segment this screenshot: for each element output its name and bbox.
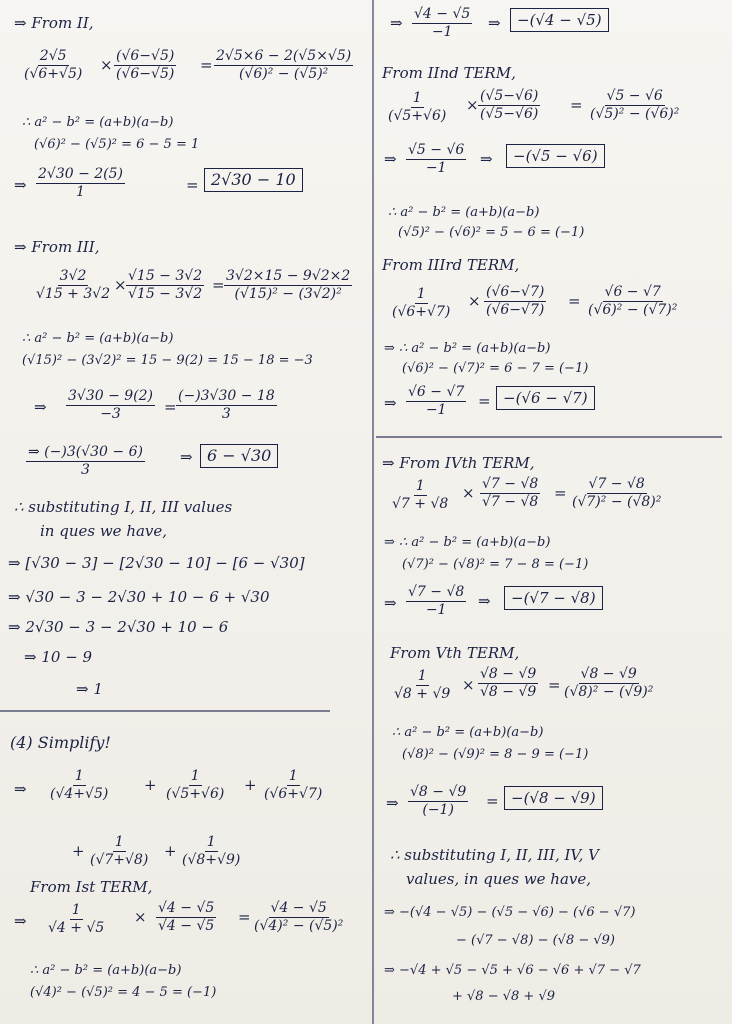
s1-result-box: 2√30 − 10	[204, 168, 303, 192]
s1-frac1: $\frac{2√5}{(√6+√5)}$	[24, 48, 83, 82]
t3-heading: From IIIrd TERM,	[382, 256, 520, 274]
sub-e4: ⇒ 10 − 9	[24, 648, 93, 666]
s2-r3-arrow: ⇒	[180, 448, 193, 466]
s1-identity: ∴ a² − b² = (a+b)(a−b)	[22, 115, 174, 130]
q4-title: (4) Simplify!	[10, 733, 111, 752]
s1-res-frac: $\frac{2√30 - 2(5)}{1}$	[38, 166, 124, 200]
r0-result-box: −(√4 − √5)	[510, 8, 609, 32]
t5-frac2: $\frac{√8 - √9}{√8 - √9}$	[480, 666, 537, 700]
q4-plus4: +	[164, 842, 177, 860]
sub-e3: ⇒ 2√30 − 3 − 2√30 + 10 − 6	[8, 618, 229, 636]
t5-heading: From Vth TERM,	[390, 644, 520, 662]
t4-frac2: $\frac{√7 - √8}{√7 - √8}$	[482, 476, 539, 510]
t5-identity: ∴ a² − b² = (a+b)(a−b)	[392, 725, 544, 740]
t2-r-frac: $\frac{√5 - √6}{-1}$	[408, 142, 465, 176]
s2-r3-frac: $\frac{\Rightarrow (-)3(√30 - 6)}{3}$	[28, 444, 143, 478]
t3-eq: =	[568, 292, 581, 310]
t3-times: ×	[468, 292, 481, 310]
t4-r-arrow: ⇒	[384, 594, 397, 612]
sub-e5: ⇒ 1	[76, 680, 103, 698]
t3-r-frac: $\frac{√6 - √7}{-1}$	[408, 384, 465, 418]
s1-frac3: $\frac{2√5\times 6 - 2(√5\times√5)}{\text{(√6)² − (√5)²}}$	[216, 48, 352, 82]
t3-calc: (√6)² − (√7)² = 6 − 7 = (−1)	[402, 361, 589, 376]
right-column	[376, 0, 732, 1024]
t1-times: ×	[134, 908, 147, 926]
s2-frac1: $\frac{3√2}{√15 + 3√2}$	[36, 268, 111, 302]
s1-calc: (√6)² − (√5)² = 6 − 5 = 1	[34, 137, 200, 152]
t1-frac2: $\frac{√4 - √5}{√4 - √5}$	[158, 900, 215, 934]
t3-r-eq: =	[478, 392, 491, 410]
t2-heading: From IInd TERM,	[382, 64, 516, 82]
t5-calc: (√8)² − (√9)² = 8 − 9 = (−1)	[402, 747, 589, 762]
s1-eq: =	[200, 56, 213, 74]
t2-r-arrow: ⇒	[384, 150, 397, 168]
s2-frac3: $\frac{3√2\times 15 - 9√2\times 2}{\text{(√15)² − (3√2)²}}$	[226, 268, 351, 302]
sub-e2: ⇒ √30 − 3 − 2√30 + 10 − 6 + √30	[8, 588, 270, 606]
t2-result-box: −(√5 − √6)	[506, 144, 605, 168]
t2-eq: =	[570, 96, 583, 114]
s1-res-arrow: ⇒	[14, 176, 27, 194]
t1-identity: ∴ a² − b² = (a+b)(a−b)	[30, 963, 182, 978]
s2-r1-frac: $\frac{3√30 - 9(2)}{-3}$	[68, 388, 154, 422]
s1-frac2: $\frac{(√6-√5)}{(√6-√5)}$	[116, 48, 175, 82]
q4-term5: $\frac{1}{(√8+√9)}$	[182, 834, 241, 868]
s2-calc: (√15)² − (3√2)² = 15 − 9(2) = 15 − 18 = −3	[22, 353, 313, 368]
t5-r-arrow: ⇒	[386, 794, 399, 812]
s2-eq: =	[212, 276, 225, 294]
column-divider	[372, 0, 374, 1024]
t2-identity: ∴ a² − b² = (a+b)(a−b)	[388, 205, 540, 220]
s1-heading: ⇒ From II,	[14, 14, 94, 32]
t3-frac1: $\frac{1}{(√6+√7)}$	[392, 286, 451, 320]
t5-r-eq: =	[486, 792, 499, 810]
r-sub-line1: ∴ substituting I, II, III, IV, V	[390, 846, 600, 864]
t5-frac1: $\frac{1}{√8 + √9}$	[394, 668, 451, 702]
t4-heading: ⇒ From IVth TERM,	[382, 454, 535, 472]
sub-e1: ⇒ [√30 − 3] − [2√30 − 10] − [6 − √30]	[8, 554, 305, 572]
t4-calc: (√7)² − (√8)² = 7 − 8 = (−1)	[402, 557, 589, 572]
sub-line1: ∴ substituting I, II, III values	[14, 498, 233, 516]
t4-times: ×	[462, 484, 475, 502]
t3-frac2: $\frac{(√6-√7)}{(√6-√7)}$	[486, 284, 545, 318]
s2-identity: ∴ a² − b² = (a+b)(a−b)	[22, 331, 174, 346]
t1-heading: From Ist TERM,	[30, 878, 153, 896]
t5-times: ×	[462, 676, 475, 694]
q4-term2: $\frac{1}{(√5+√6)}$	[166, 768, 225, 802]
t4-r-frac: $\frac{√7 - √8}{-1}$	[408, 584, 465, 618]
s2-r1-eq: =	[164, 398, 177, 416]
q4-plus3: +	[72, 842, 85, 860]
t4-result-box: −(√7 − √8)	[504, 586, 603, 610]
q4-term1: $\frac{1}{(√4+√5)}$	[50, 768, 109, 802]
s2-heading: ⇒ From III,	[14, 238, 100, 256]
q4-term3: $\frac{1}{(√6+√7)}$	[264, 768, 323, 802]
r0-arrow: ⇒	[390, 14, 403, 32]
s2-r1-arrow: ⇒	[34, 398, 47, 416]
t2-calc: (√5)² − (√6)² = 5 − 6 = (−1)	[398, 225, 585, 240]
r0-frac: $\frac{√4 - √5}{-1}$	[414, 6, 471, 40]
r-sub-line2: values, in ques we have,	[406, 870, 592, 888]
t5-eq: =	[548, 676, 561, 694]
s1-times: ×	[100, 56, 113, 74]
s2-frac2: $\frac{√15 - 3√2}{√15 - 3√2}$	[128, 268, 203, 302]
t2-frac3: $\frac{√5 - √6}{\text{(√5)² − (√6)²}}$	[590, 88, 680, 122]
t4-frac3: $\frac{√7 - √8}{\text{(√7)² − (√8)²}}$	[572, 476, 662, 510]
q4-term4: $\frac{1}{(√7+√8)}$	[90, 834, 149, 868]
t2-r-arrow2: ⇒	[480, 150, 493, 168]
t4-frac1: $\frac{1}{√7 + √8}$	[392, 478, 449, 512]
t4-identity: ⇒ ∴ a² − b² = (a+b)(a−b)	[384, 535, 551, 550]
sub-line2: in ques we have,	[40, 522, 168, 540]
t5-result-box: −(√8 − √9)	[504, 786, 603, 810]
t1-frac1: $\frac{1}{√4 + √5}$	[48, 902, 105, 936]
t2-frac1: $\frac{1}{(√5+√6)}$	[388, 90, 447, 124]
r-sub-e4: + √8 − √8 + √9	[452, 989, 556, 1004]
t3-result-box: −(√6 − √7)	[496, 386, 595, 410]
q4-plus1: +	[144, 776, 157, 794]
t3-r-arrow: ⇒	[384, 394, 397, 412]
t5-frac3: $\frac{√8 - √9}{\text{(√8)² − (√9)²}}$	[564, 666, 654, 700]
t2-frac2: $\frac{(√5-√6)}{(√5-√6)}$	[480, 88, 539, 122]
t2-times: ×	[466, 96, 479, 114]
t1-frac3: $\frac{√4 - √5}{\text{(√4)² − (√5)²}}$	[254, 900, 344, 934]
t4-r-arrow2: ⇒	[478, 592, 491, 610]
r0-arrow2: ⇒	[488, 14, 501, 32]
s2-times: ×	[114, 276, 127, 294]
r-sub-e1: ⇒ −(√4 − √5) − (√5 − √6) − (√6 − √7)	[384, 905, 636, 920]
q4-plus2: +	[244, 776, 257, 794]
t1-arrow: ⇒	[14, 912, 27, 930]
t3-identity: ⇒ ∴ a² − b² = (a+b)(a−b)	[384, 341, 551, 356]
t4-eq: =	[554, 484, 567, 502]
s2-r2-frac: $\frac{(-)3√30 - 18}{3}$	[178, 388, 275, 422]
s2-result-box: 6 − √30	[200, 444, 278, 468]
r-sub-e2: − (√7 − √8) − (√8 − √9)	[456, 933, 616, 948]
q4-arrow: ⇒	[14, 780, 27, 798]
t1-eq: =	[238, 908, 251, 926]
r-sub-e3: ⇒ −√4 + √5 − √5 + √6 − √6 + √7 − √7	[384, 963, 641, 978]
s1-res-eq: =	[186, 176, 199, 194]
t5-r-frac: $\frac{√8 - √9}{(-1)}$	[410, 784, 467, 818]
t3-frac3: $\frac{√6 - √7}{\text{(√6)² − (√7)²}}$	[588, 284, 678, 318]
t1-calc: (√4)² − (√5)² = 4 − 5 = (−1)	[30, 985, 217, 1000]
